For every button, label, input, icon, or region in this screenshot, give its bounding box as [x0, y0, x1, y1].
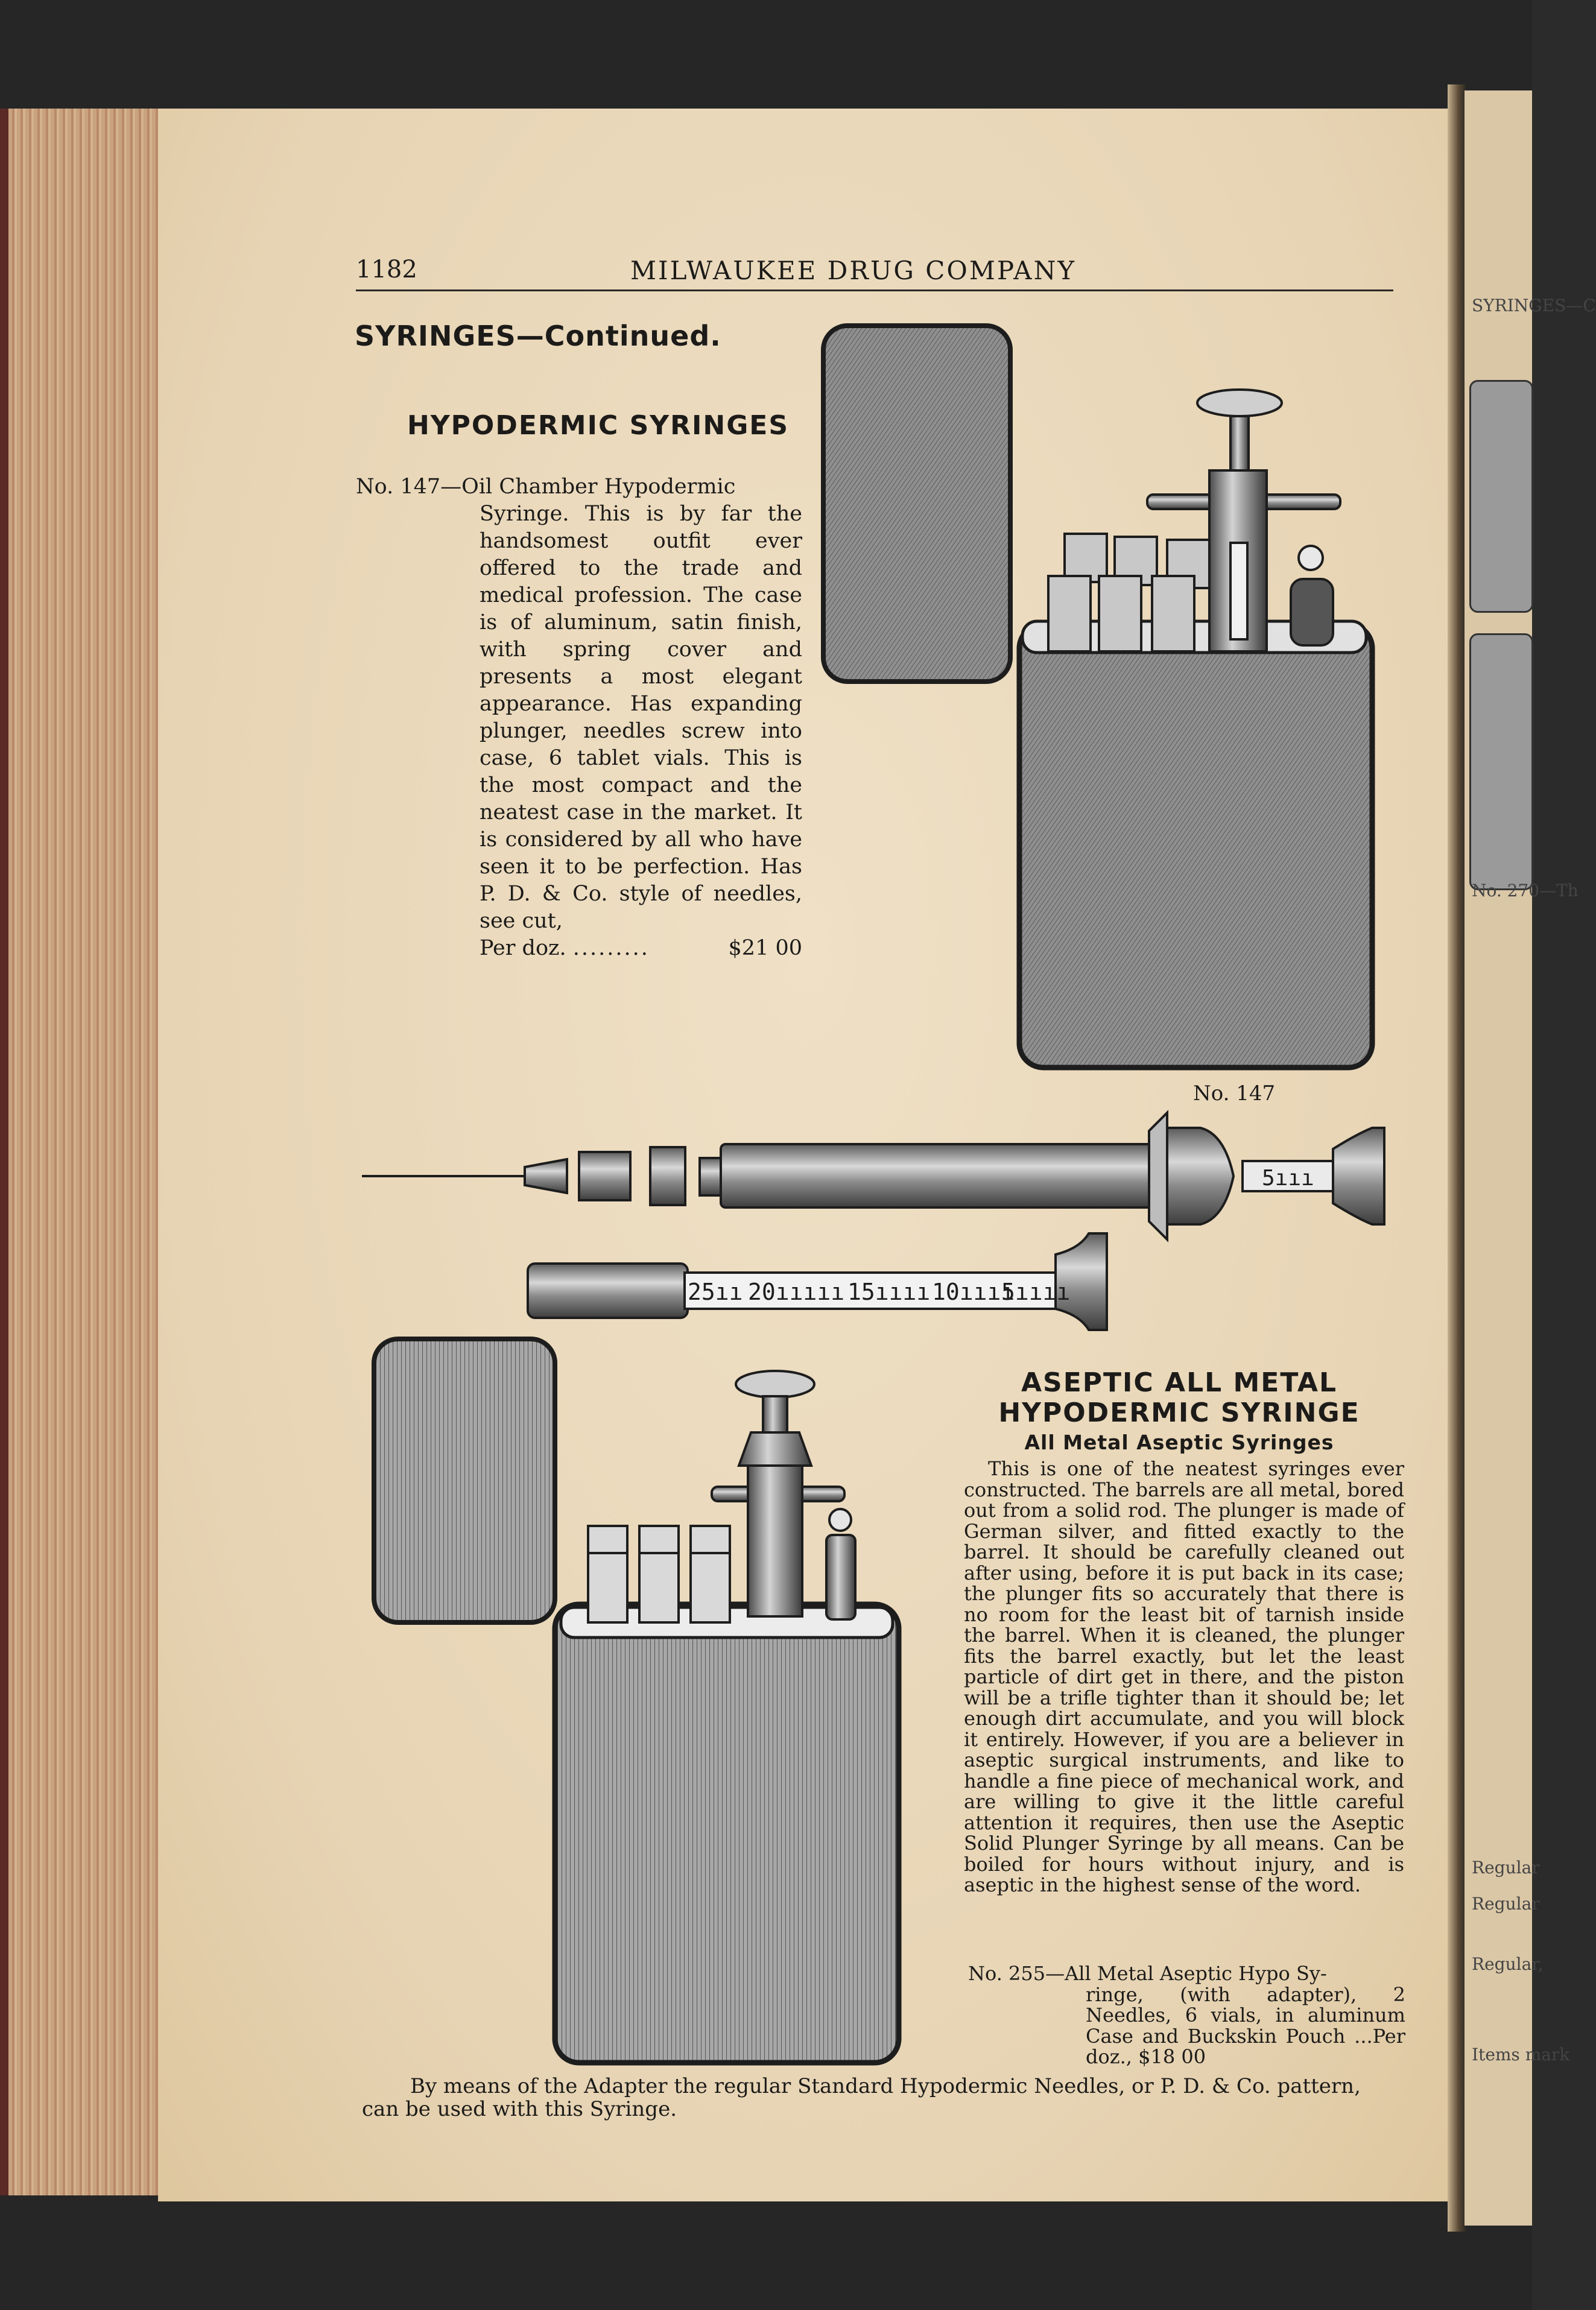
item-255-body: ringe, (with adapter), 2 Needles, 6 vials, in aluminum Case and Buckskin Pouch ...Per doz., $18 00 — [1086, 1982, 1405, 2068]
adjacent-illustration — [1469, 380, 1533, 613]
adjacent-fragment: Regular — [1472, 1858, 1540, 1878]
aseptic-subtitle: All Metal Aseptic Syringes — [1024, 1431, 1334, 1454]
adjacent-fragment: Regular — [1472, 1894, 1540, 1914]
running-head: MILWAUKEE DRUG COMPANY — [630, 256, 1077, 285]
adjacent-fragment: Items mark — [1472, 2045, 1570, 2065]
adjacent-fragment: No. 270—Th — [1472, 881, 1579, 900]
aseptic-case-body — [555, 1604, 899, 2063]
section-title: SYRINGES—Continued. — [355, 320, 721, 352]
graduated-barrel-illustration — [528, 1233, 1107, 1330]
aseptic-title — [959, 1368, 1399, 1428]
case-147-vials — [1048, 534, 1209, 651]
page-number: 1182 — [356, 256, 417, 283]
case-147-body — [1019, 624, 1372, 1068]
adjacent-page-edge — [1465, 90, 1596, 2226]
long-syringe-illustration — [362, 1113, 1384, 1239]
aseptic-case-vials — [588, 1526, 730, 1622]
adjacent-fragment: Regular, — [1472, 1954, 1544, 1974]
adapter-footnote: By means of the Adapter the regular Standard Hypodermic Needles, or P. D. & Co. pattern, can be used with this Syringe. — [362, 2074, 1361, 2121]
aseptic-case-illustration — [374, 1339, 899, 2063]
aseptic-case-lid — [374, 1339, 555, 1622]
case-147-oil-bottle — [1291, 546, 1333, 645]
aseptic-syringe-head — [712, 1371, 844, 1616]
no-147-case-illustration — [823, 326, 1372, 1068]
barrel-mark-10: 10ıııı — [932, 1279, 1015, 1305]
item-255-lead: No. 255—All Metal Aseptic Hypo Sy- — [968, 1962, 1327, 1985]
item-147-price-label: Per doz. ......... — [480, 936, 650, 960]
barrel-mark-25: 25ıı — [688, 1279, 743, 1305]
barrel-mark-15: 15ıııı — [847, 1279, 931, 1305]
item-147-body: Syringe. This is by far the handsomest outfit ever offered to the trade and medical profession. The case is of aluminum, satin finish, with spring cover and presents a most elegant appearance. Has expanding plunger, needles screw into case, 6 tablet vials. This is the most compact and the neatest case in the market. It is considered by all who have seen it to be perfection. Has P. D. & Co. style of needles, see cut, — [480, 502, 802, 933]
aseptic-title-line1: ASEPTIC ALL METAL — [1021, 1367, 1337, 1398]
aseptic-oil-bottle — [826, 1509, 855, 1619]
case-147-lid — [823, 326, 1010, 682]
barrel-mark-20: 20ııııı — [748, 1279, 845, 1305]
item-147-price: $21 00 — [728, 936, 802, 960]
adjacent-fragment: SYRINGES—C — [1472, 296, 1596, 315]
book-gutter — [1448, 84, 1466, 2232]
figure-caption-147: No. 147 — [1193, 1081, 1276, 1106]
item-147-lead: No. 147—Oil Chamber Hypodermic — [356, 475, 736, 499]
plunger-scale-mark: 5ııı — [1262, 1166, 1314, 1191]
item-255-description — [968, 1963, 1405, 2068]
adjacent-illustration — [1469, 633, 1533, 890]
aseptic-title-line2: HYPODERMIC SYRINGE — [998, 1397, 1360, 1428]
subsection-title: HYPODERMIC SYRINGES — [407, 410, 790, 441]
barrel-mark-5: 5ıııı — [1001, 1279, 1071, 1305]
syringe-barrel — [721, 1144, 1155, 1207]
aseptic-description: This is one of the neatest syringes ever constructed. The barrels are all metal, bored out from a solid rod. The plunger is made of German silver, and fitted exactly to the barrel. It should be carefully cleaned out after using, before it is put back in its case; the plunger fits so accurately that there is no room for the least bit of tarnish inside the barrel. When it is cleaned, the plunger fits the barrel exactly, but let the least particle of dirt get in there, and the piston will be a trifle tighter than it should be; let enough dirt accumulate, and you will block it entirely. However, if you are a believer in aseptic surgical instruments, and like to handle a fine piece of mechanical work, and are willing to give it the little careful attention it requires, then use the Aseptic Solid Plunger Syringe by all means. Can be boiled for hours without injury, and is aseptic in the highest sense of the word. — [964, 1457, 1404, 1896]
